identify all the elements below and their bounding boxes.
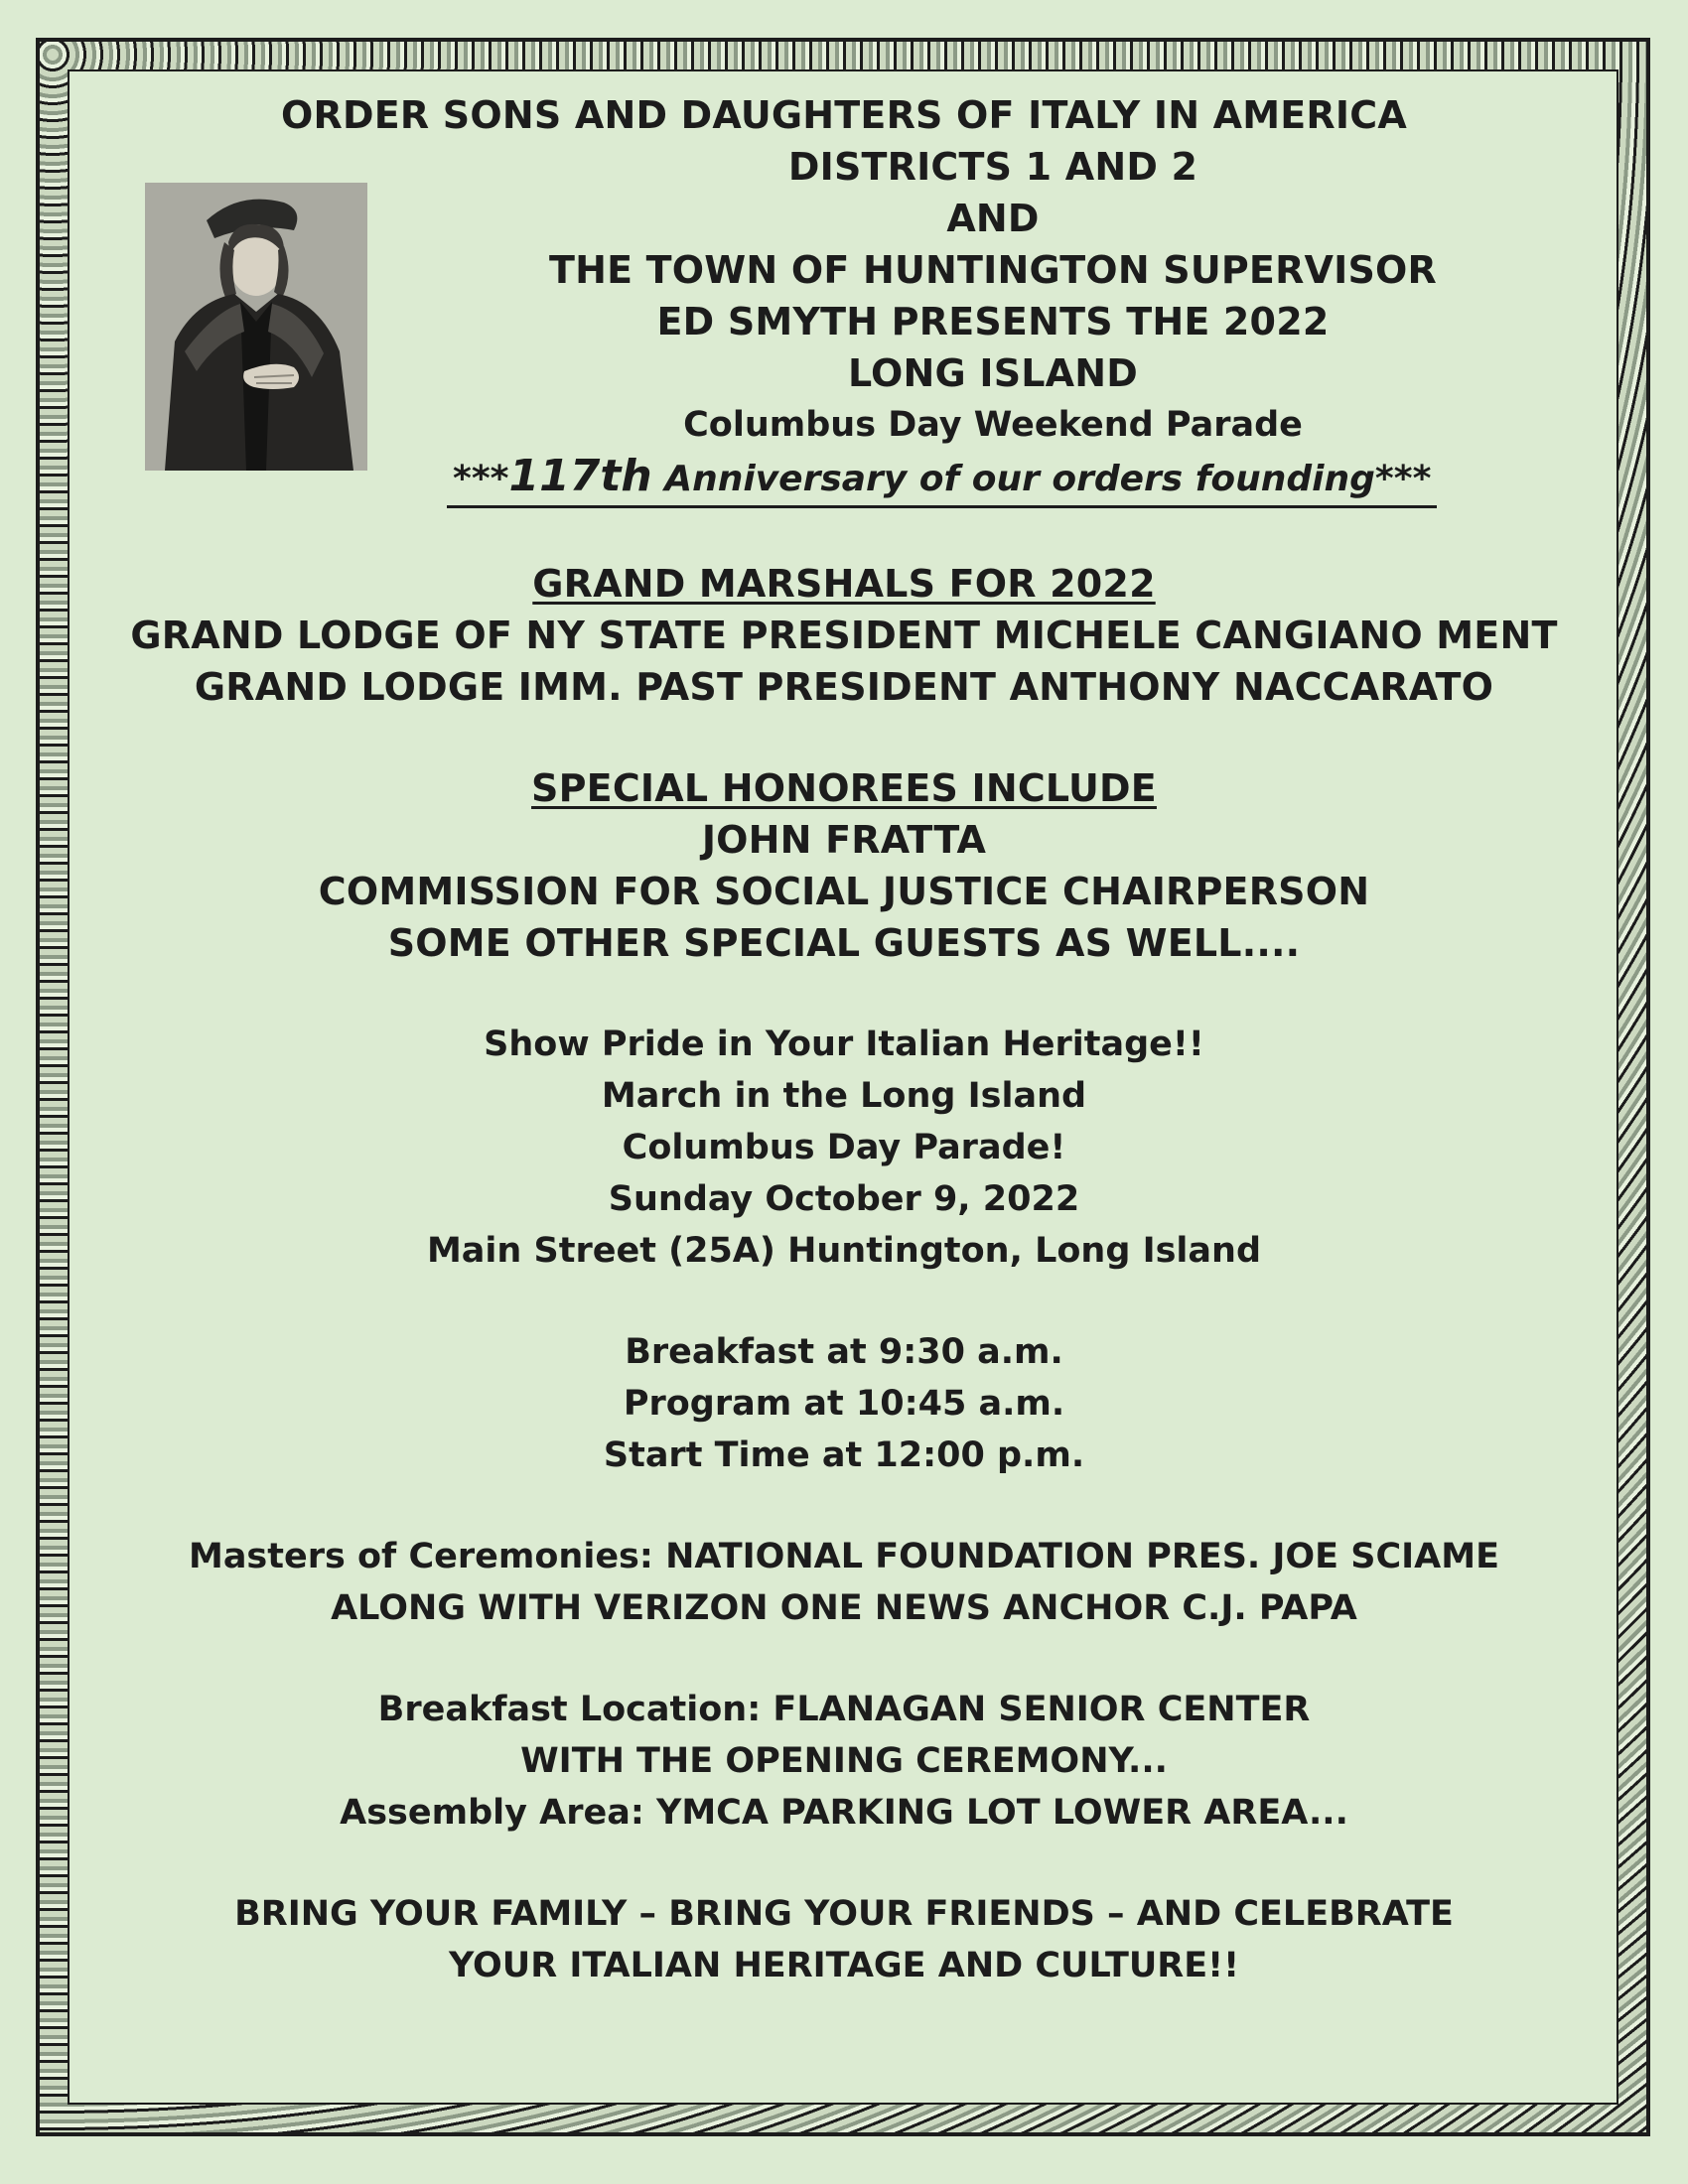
invitation-line: Columbus Day Parade! <box>622 1128 1066 1167</box>
spacer <box>89 713 1599 762</box>
schedule-program: Program at 10:45 a.m. <box>623 1384 1065 1424</box>
spacer <box>89 1277 1599 1326</box>
locations-section <box>89 1684 1599 1839</box>
closing-line: YOUR ITALIAN HERITAGE AND CULTURE!! <box>448 1946 1240 1985</box>
schedule-breakfast: Breakfast at 9:30 a.m. <box>625 1332 1063 1372</box>
header-and: AND <box>946 197 1040 240</box>
grand-marshals-section <box>89 558 1599 713</box>
closing-section <box>89 1888 1599 1991</box>
header-town-supervisor: THE TOWN OF HUNTINGTON SUPERVISOR <box>548 248 1438 292</box>
anniversary-text: Anniversary of our orders founding*** <box>651 459 1432 499</box>
invitation-line: Show Pride in Your Italian Heritage!! <box>484 1024 1204 1064</box>
anniversary-prefix: *** <box>453 459 509 499</box>
closing-line: BRING YOUR FAMILY – BRING YOUR FRIENDS – AND CELEBRATE <box>234 1894 1454 1934</box>
honoree-name: JOHN FRATTA <box>701 818 987 862</box>
grand-marshals-heading: GRAND MARSHALS FOR 2022 <box>532 562 1156 606</box>
spacer <box>89 969 1599 1019</box>
schedule-start: Start Time at 12:00 p.m. <box>603 1435 1085 1475</box>
invitation-line: March in the Long Island <box>601 1076 1087 1116</box>
header-long-island: LONG ISLAND <box>847 351 1139 395</box>
parade-date: Sunday October 9, 2022 <box>608 1179 1080 1219</box>
header-presents: ED SMYTH PRESENTS THE 2022 <box>656 300 1330 343</box>
schedule-section <box>89 1326 1599 1481</box>
header-org-name: ORDER SONS AND DAUGHTERS OF ITALY IN AMERICA <box>281 93 1407 137</box>
anniversary-banner <box>447 451 1437 508</box>
flyer-content <box>89 89 1599 1991</box>
header-parade-title: Columbus Day Weekend Parade <box>683 405 1303 445</box>
grand-marshal-name: GRAND LODGE OF NY STATE PRESIDENT MICHELE CANGIANO MENT <box>130 614 1558 657</box>
honorees-section <box>89 762 1599 969</box>
honoree-name: COMMISSION FOR SOCIAL JUSTICE CHAIRPERSON <box>318 870 1370 913</box>
spacer <box>89 1634 1599 1684</box>
masters-line: Masters of Ceremonies: NATIONAL FOUNDATION PRES. JOE SCIAME <box>188 1537 1499 1576</box>
header-districts: DISTRICTS 1 AND 2 <box>787 145 1198 189</box>
grand-marshal-name: GRAND LODGE IMM. PAST PRESIDENT ANTHONY NACCARATO <box>194 665 1494 709</box>
spacer <box>89 1481 1599 1531</box>
spacer <box>89 508 1599 558</box>
assembly-area: Assembly Area: YMCA PARKING LOT LOWER AREA... <box>340 1793 1348 1833</box>
honorees-heading: SPECIAL HONOREES INCLUDE <box>531 766 1157 810</box>
breakfast-location: Breakfast Location: FLANAGAN SENIOR CENTER <box>377 1690 1311 1729</box>
header-block <box>89 89 1599 508</box>
masters-section <box>89 1531 1599 1634</box>
spacer <box>89 1839 1599 1888</box>
opening-ceremony: WITH THE OPENING CEREMONY... <box>520 1741 1168 1781</box>
invitation-section <box>89 1019 1599 1277</box>
masters-line: ALONG WITH VERIZON ONE NEWS ANCHOR C.J. PAPA <box>331 1588 1357 1628</box>
parade-location: Main Street (25A) Huntington, Long Island <box>426 1231 1262 1271</box>
honoree-name: SOME OTHER SPECIAL GUESTS AS WELL.... <box>387 921 1301 965</box>
anniversary-number: 117th <box>508 451 652 501</box>
